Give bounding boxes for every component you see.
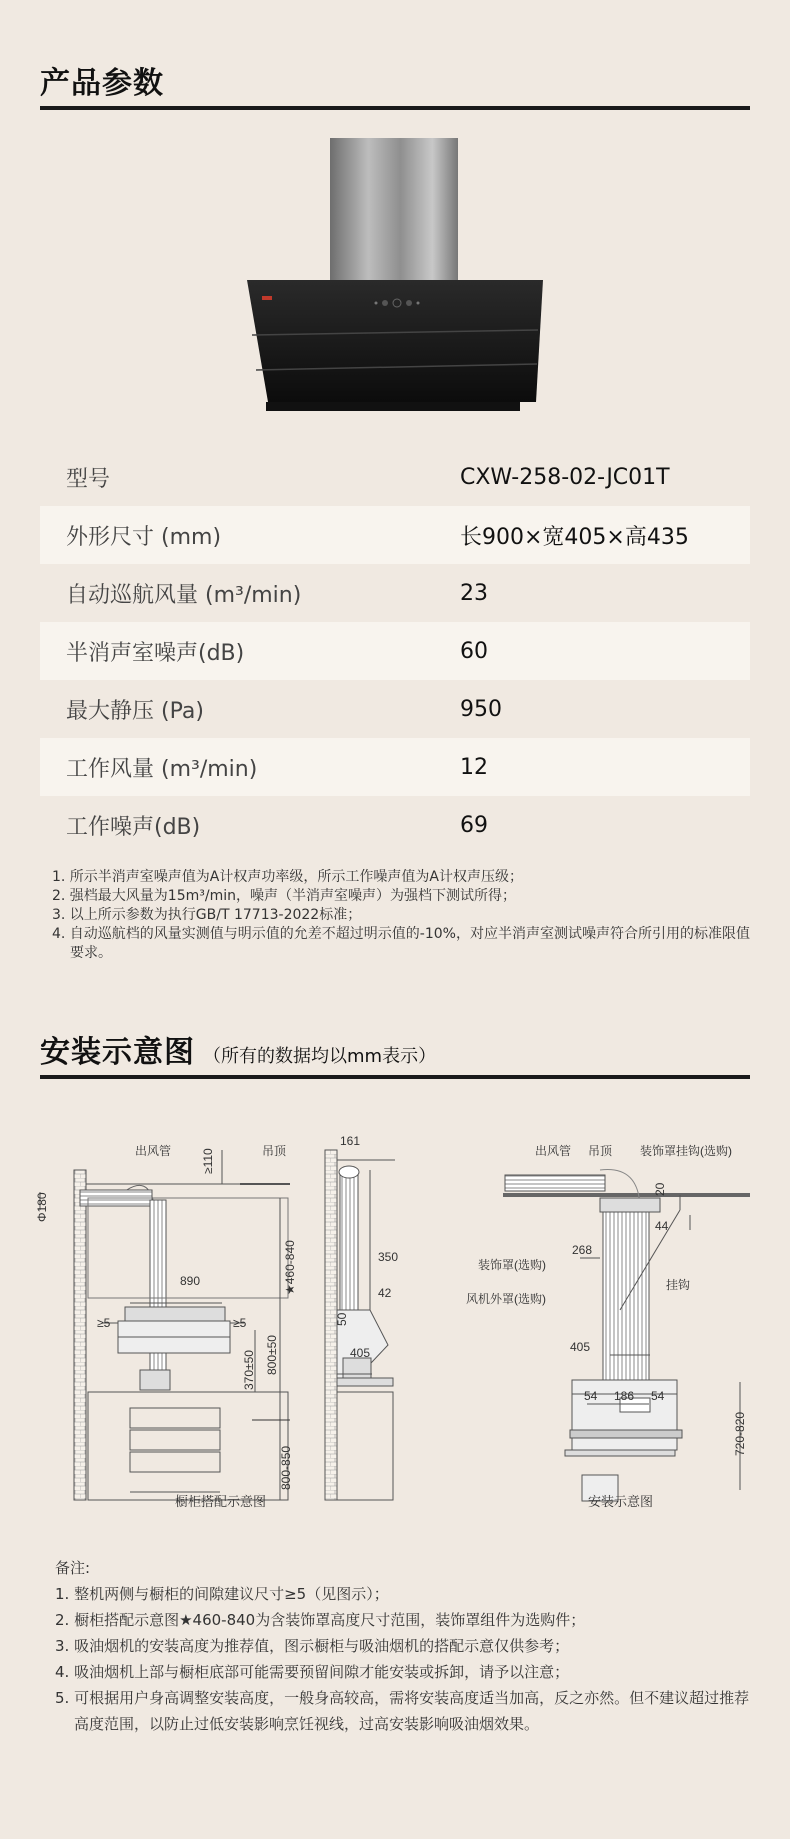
spec-row (40, 448, 750, 506)
spec-value: 69 (460, 812, 488, 838)
spec-value: 950 (460, 696, 502, 722)
note-item: 1. 所示半消声室噪声值为A计权声功率级，所示工作噪声值为A计权声压级； (52, 869, 523, 885)
section-title-text: 产品参数 (40, 66, 164, 101)
spec-row (40, 622, 750, 680)
note-item: 2. 橱柜搭配示意图★460-840为含装饰罩高度尺寸范围，装饰罩组件为选购件； (55, 1611, 586, 1629)
note-item: 3. 以上所示参数为执行GB/T 17713-2022标准； (52, 907, 362, 923)
label-54-left: 54 (584, 1389, 598, 1403)
label-720-820: 720-820 (733, 1411, 747, 1456)
note-item: 4. 自动巡航档的风量实测值与明示值的允差不超过明示值的-10%，对应半消声室测试噪声符合所引用的标准限值要求。 (52, 926, 750, 961)
label-161: 161 (340, 1134, 361, 1148)
spec-row (40, 680, 750, 738)
section-subtitle: （所有的数据均以mm表示） (203, 1046, 437, 1067)
spec-row (40, 738, 750, 796)
note-item: 5. 可根据用户身高调整安装高度，一般身高较高，需将安装高度适当加高，反之亦然。但不建议超过推荐高度范围，以防止过低安装影响烹饪视线，过高安装影响吸油烟效果。 (55, 1689, 750, 1733)
section-title-params (40, 58, 164, 102)
spec-label: 最大静压 (Pa) (66, 698, 204, 724)
title-rule (40, 1075, 750, 1079)
label-405-right: 405 (570, 1340, 591, 1354)
label-phi: Φ180 (35, 1192, 49, 1222)
label-ge5-right: ≥5 (233, 1316, 247, 1330)
note-item: 4. 吸油烟机上部与橱柜底部可能需要预留间隙才能安装或拆卸，请予以注意； (55, 1663, 570, 1681)
label-44: 44 (655, 1219, 669, 1233)
spec-row (40, 796, 750, 854)
label-350: 350 (378, 1250, 399, 1264)
installation-diagram (0, 1130, 790, 1510)
spec-value: 23 (460, 580, 488, 606)
range-hood-image (0, 130, 790, 420)
spec-label: 外形尺寸 (mm) (66, 524, 222, 550)
label-duct-right: 出风管 (535, 1144, 572, 1158)
spec-row (40, 506, 750, 564)
label-186: 186 (614, 1389, 635, 1403)
label-50: 50 (335, 1312, 349, 1326)
label-ge5-left: ≥5 (97, 1316, 111, 1330)
notes-heading: 备注: (55, 1559, 91, 1577)
label-hook: 挂钩 (666, 1278, 691, 1292)
label-duct-left: 出风管 (135, 1144, 172, 1158)
spec-value: 12 (460, 754, 488, 780)
label-800-850: 800-850 (279, 1445, 293, 1490)
label-110: ≥110 (201, 1148, 215, 1174)
diagram-caption-right: 安装示意图 (588, 1494, 654, 1509)
title-rule (40, 106, 750, 110)
spec-value: CXW-258-02-JC01T (460, 464, 670, 490)
note-item: 3. 吸油烟机的安装高度为推荐值，图示橱柜与吸油烟机的搭配示意仅供参考； (55, 1637, 570, 1655)
spec-label: 型号 (66, 466, 111, 492)
diagram-caption-left: 橱柜搭配示意图 (175, 1494, 267, 1509)
install-notes (55, 1555, 755, 1737)
label-800: 800±50 (265, 1335, 279, 1375)
spec-value: 长900×宽405×高435 (460, 524, 689, 550)
spec-notes (52, 868, 752, 963)
note-item: 2. 强档最大风量为15m³/min，噪声（半消声室噪声）为强档下测试所得； (52, 888, 516, 904)
label-ceiling-right: 吊顶 (588, 1144, 613, 1158)
section-title-text: 安装示意图 (40, 1035, 195, 1070)
spec-label: 工作风量 (m³/min) (66, 756, 258, 782)
spec-label: 自动巡航风量 (m³/min) (66, 582, 302, 608)
spec-table (40, 448, 750, 854)
label-268: 268 (572, 1243, 593, 1257)
label-890: 890 (180, 1274, 201, 1288)
label-370: 370±50 (242, 1350, 256, 1390)
spec-label: 半消声室噪声(dB) (66, 640, 245, 666)
label-42: 42 (378, 1286, 392, 1300)
label-460-840: ★460-840 (283, 1240, 297, 1295)
section-title-install (40, 1027, 436, 1071)
spec-row (40, 564, 750, 622)
label-54-right: 54 (651, 1389, 665, 1403)
label-hook-optional: 装饰罩挂钩(选购) (640, 1144, 732, 1158)
label-ceiling-left: 吊顶 (262, 1144, 287, 1158)
note-item: 1. 整机两侧与橱柜的间隙建议尺寸≥5（见图示）； (55, 1585, 389, 1603)
label-20: 20 (653, 1182, 667, 1196)
label-cover-optional: 装饰罩(选购) (478, 1258, 546, 1272)
spec-label: 工作噪声(dB) (66, 814, 201, 840)
label-405-left: 405 (350, 1346, 371, 1360)
label-fan-cover: 风机外罩(选购) (466, 1292, 546, 1306)
spec-value: 60 (460, 638, 488, 664)
